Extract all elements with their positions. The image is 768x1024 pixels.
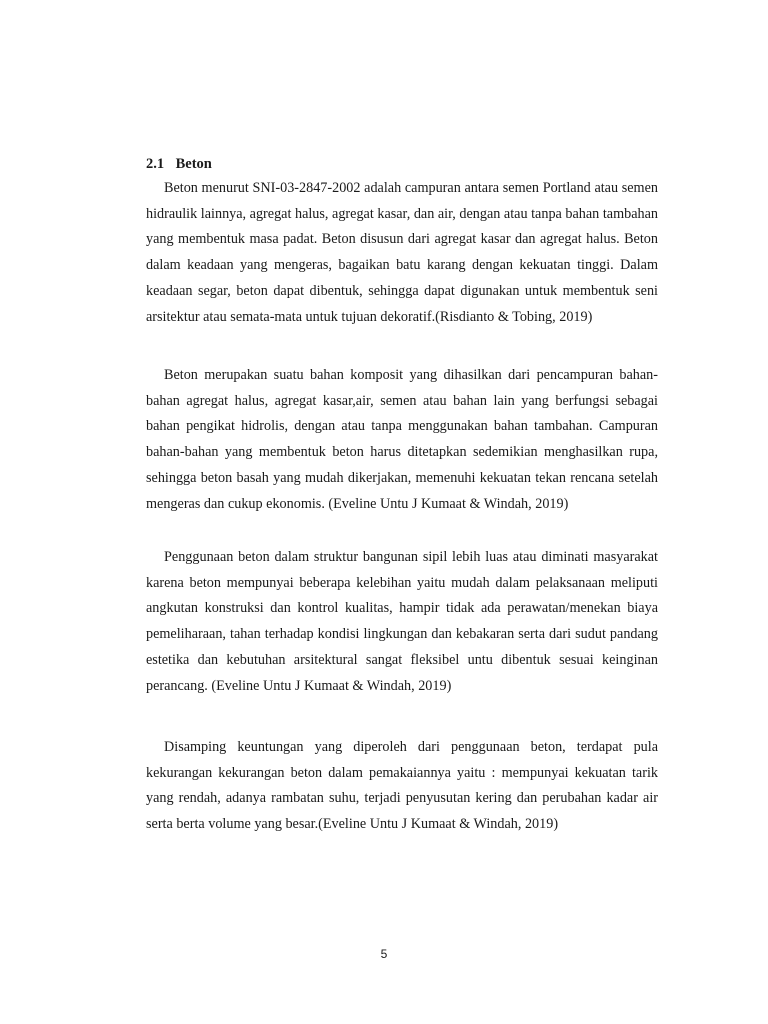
section-title: Beton: [175, 156, 212, 172]
section-heading: [146, 154, 212, 174]
paragraph-2: Beton merupakan suatu bahan komposit yang dihasilkan dari pencampuran bahan-bahan agregat halus, agregat kasar,air, semen atau bahan lain yang berfungsi sebagai bahan pengikat hidrolis, dengan atau tanpa menggunakan bahan tambahan. Campuran bahan-bahan yang membentuk beton harus ditetapkan sedemikian menghasilkan rupa, sehingga beton basah yang mudah dikerjakan, memenuhi kekuatan tekan rencana setelah mengeras dan cukup ekonomis. (Eveline Untu J Kumaat & Windah, 2019): [146, 367, 658, 512]
paragraph-4: Disamping keuntungan yang diperoleh dari penggunaan beton, terdapat pula kekurangan kekurangan beton dalam pemakaiannya yaitu : mempunyai kekuatan tarik yang rendah, adanya rambatan suhu, terjadi penyusutan kering dan perubahan kadar air serta berta volume yang besar.(Eveline Untu J Kumaat & Windah, 2019): [146, 739, 658, 833]
paragraph-3: Penggunaan beton dalam struktur bangunan sipil lebih luas atau diminati masyarakat karena beton mempunyai beberapa kelebihan yaitu mudah dalam pelaksanaan meliputi angkutan konstruksi dan kontrol kualitas, hampir tidak ada perawatan/menekan biaya pemeliharaan, tahan terhadap kondisi lingkungan dan kebakaran serta dari sudut pandang estetika dan kebutuhan arsitektural sangat fleksibel untu dibentuk sesuai keinginan perancang. (Eveline Untu J Kumaat & Windah, 2019): [146, 549, 658, 694]
paragraph-1: Beton menurut SNI-03-2847-2002 adalah campuran antara semen Portland atau semen hidraulik lainnya, agregat halus, agregat kasar, dan air, dengan atau tanpa bahan tambahan yang membentuk masa padat. Beton disusun dari agregat kasar dan agregat halus. Beton dalam keadaan yang mengeras, bagaikan batu karang dengan kekuatan tinggi. Dalam keadaan segar, beton dapat dibentuk, sehingga dapat digunakan untuk membentuk seni arsitektur atau semata-mata untuk tujuan dekoratif.(Risdianto & Tobing, 2019): [146, 180, 658, 325]
section-number: 2.1: [146, 156, 165, 172]
page-number: 5: [380, 947, 388, 961]
